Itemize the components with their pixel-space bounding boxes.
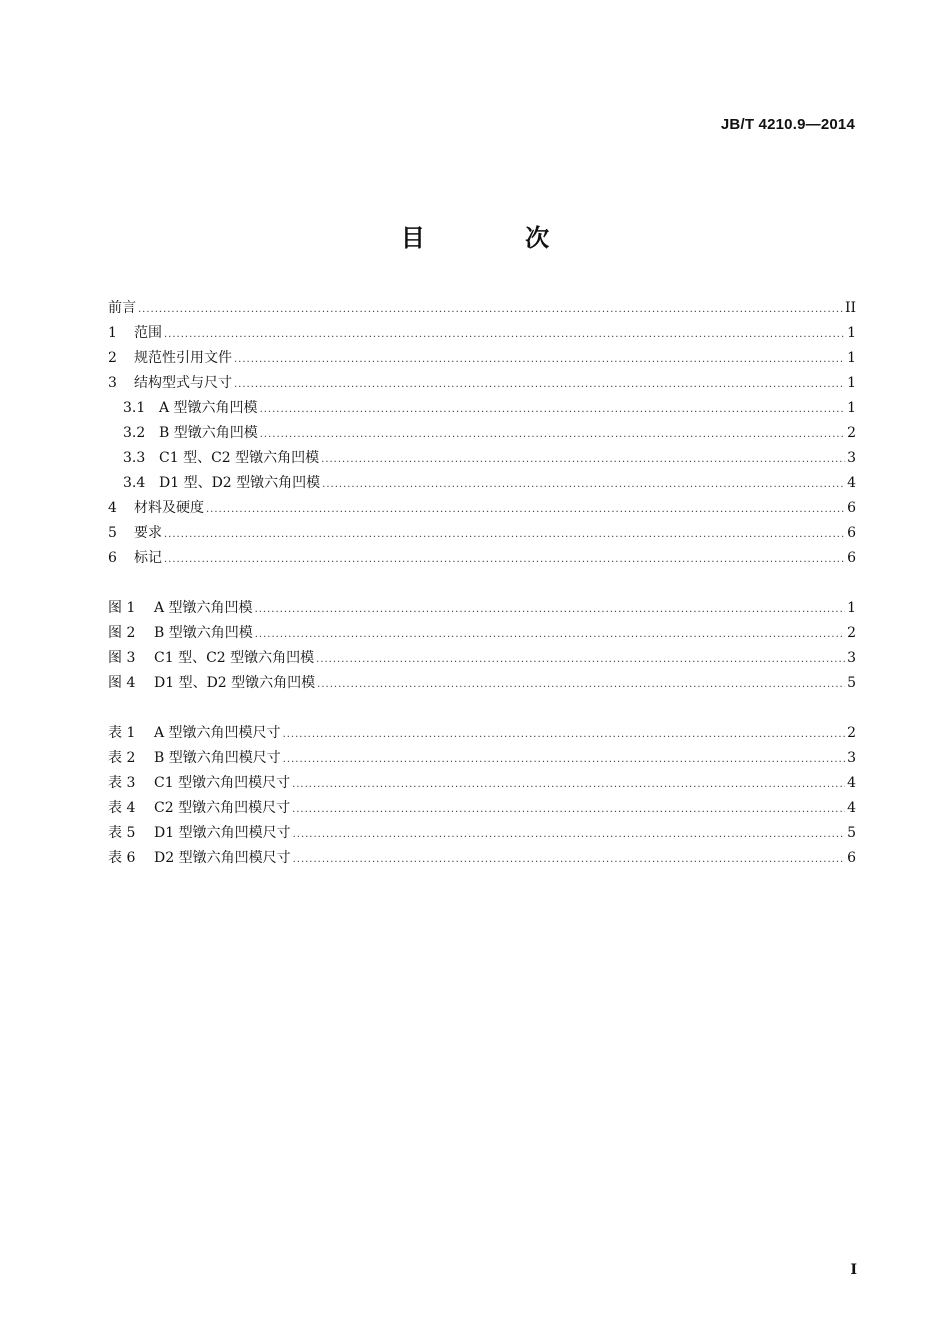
toc-entry-label: B 型镦六角凹模 (154, 625, 253, 641)
toc-tables (108, 721, 856, 871)
toc-entry[interactable] (108, 296, 856, 321)
toc-entry-label: A 型镦六角凹模尺寸 (154, 725, 281, 741)
toc-figures (108, 596, 856, 696)
toc-entry-number: 6 (108, 550, 117, 566)
toc-leader-dots (321, 447, 845, 472)
toc-contents (108, 296, 856, 571)
toc-entry-page: 1 (847, 375, 856, 391)
toc-leader-dots (164, 322, 845, 347)
toc-leader-dots (283, 722, 846, 747)
toc-entry-page: II (844, 300, 856, 316)
toc-entry-page: 4 (847, 800, 856, 816)
table-entry[interactable] (108, 846, 856, 871)
toc-entry-label: D1 型、D2 型镦六角凹模 (154, 675, 316, 691)
page-number: I (850, 1262, 857, 1278)
toc-leader-dots (292, 772, 845, 797)
toc-entry-number: 表 2 (108, 750, 136, 766)
figure-entry[interactable] (108, 671, 856, 696)
toc-entry-page: 6 (847, 525, 856, 541)
toc-entry-label: D1 型镦六角凹模尺寸 (154, 825, 291, 841)
toc-entry[interactable] (108, 396, 856, 421)
toc-entry-label: C1 型镦六角凹模尺寸 (154, 775, 291, 791)
toc-leader-dots (255, 622, 845, 647)
toc-entry-number: 表 1 (108, 725, 136, 741)
toc-entry-page: 5 (847, 675, 856, 691)
toc-entry-page: 3 (847, 650, 856, 666)
toc-entry-page: 6 (847, 550, 856, 566)
toc-entry-number: 表 3 (108, 775, 136, 791)
toc-entry-page: 3 (847, 450, 856, 466)
toc-entry-page: 4 (847, 775, 856, 791)
table-entry[interactable] (108, 721, 856, 746)
toc-entry-number: 图 1 (108, 600, 136, 616)
toc-entry-label: 要求 (134, 525, 162, 541)
standard-code: JB/T 4210.9—2014 (720, 116, 855, 133)
toc-entry-label: D2 型镦六角凹模尺寸 (154, 850, 291, 866)
toc-entry-number: 3 (108, 375, 117, 391)
toc-entry-page: 1 (847, 325, 856, 341)
table-entry[interactable] (108, 821, 856, 846)
toc-entry-number: 图 3 (108, 650, 136, 666)
toc-entry-number: 表 6 (108, 850, 136, 866)
toc-entry[interactable] (108, 421, 856, 446)
toc-entry-label: A 型镦六角凹模 (154, 600, 253, 616)
toc-entry-number: 图 2 (108, 625, 136, 641)
toc-entry[interactable] (108, 546, 856, 571)
toc-entry-label: B 型镦六角凹模 (159, 425, 258, 441)
page-title: 目 次 (400, 224, 596, 252)
toc-entry-label: 结构型式与尺寸 (134, 375, 232, 391)
toc-entry[interactable] (108, 496, 856, 521)
figure-entry[interactable] (108, 596, 856, 621)
toc-leader-dots (260, 397, 846, 422)
toc-entry-page: 2 (847, 425, 856, 441)
toc-entry-number: 1 (108, 325, 117, 341)
toc-entry-page: 4 (847, 475, 856, 491)
toc-entry-number: 3.2 (123, 425, 146, 441)
figure-entry[interactable] (108, 621, 856, 646)
toc-entry[interactable] (108, 521, 856, 546)
toc-entry-label: C2 型镦六角凹模尺寸 (154, 800, 291, 816)
toc-entry-number: 图 4 (108, 675, 136, 691)
toc-leader-dots (164, 522, 845, 547)
toc-entry-page: 1 (847, 350, 856, 366)
toc-leader-dots (283, 747, 845, 772)
toc-leader-dots (322, 472, 845, 497)
toc-leader-dots (316, 647, 845, 672)
toc-entry-label: B 型镦六角凹模尺寸 (154, 750, 281, 766)
toc-entry[interactable] (108, 321, 856, 346)
toc-entry-number: 2 (108, 350, 117, 366)
toc-entry-page: 1 (847, 600, 856, 616)
toc-entry-page: 2 (847, 625, 856, 641)
toc-leader-dots (234, 372, 845, 397)
toc-entry-label: D1 型、D2 型镦六角凹模 (159, 475, 321, 491)
toc-entry-number: 4 (108, 500, 117, 516)
toc-entry-page: 6 (847, 500, 856, 516)
toc-leader-dots (293, 847, 845, 872)
toc-entry[interactable] (108, 346, 856, 371)
toc-leader-dots (206, 497, 845, 522)
toc-entry-page: 3 (847, 750, 856, 766)
toc-entry-label: 前言 (108, 300, 136, 316)
toc-entry-label: C1 型、C2 型镦六角凹模 (154, 650, 315, 666)
toc-leader-dots (317, 672, 845, 697)
toc-entry-number: 5 (108, 525, 117, 541)
toc-leader-dots (292, 797, 845, 822)
toc-leader-dots (138, 297, 843, 322)
toc-entry-label: 规范性引用文件 (134, 350, 232, 366)
table-entry[interactable] (108, 746, 856, 771)
toc-entry-page: 6 (847, 850, 856, 866)
toc-entry-label: A 型镦六角凹模 (159, 400, 258, 416)
toc-entry[interactable] (108, 471, 856, 496)
table-entry[interactable] (108, 771, 856, 796)
toc-entry-label: 标记 (134, 550, 162, 566)
toc-entry-number: 表 5 (108, 825, 136, 841)
toc-entry-label: C1 型、C2 型镦六角凹模 (159, 450, 320, 466)
toc-entry-page: 5 (847, 825, 856, 841)
toc-entry-page: 1 (847, 400, 856, 416)
toc-leader-dots (234, 347, 845, 372)
toc-leader-dots (255, 597, 846, 622)
toc-entry-number: 3.1 (123, 400, 146, 416)
toc-entry-number: 3.3 (123, 450, 146, 466)
toc-entry-page: 2 (847, 725, 856, 741)
toc-entry-number: 表 4 (108, 800, 136, 816)
toc-entry[interactable] (108, 446, 856, 471)
toc-leader-dots (164, 547, 845, 572)
toc-entry-label: 材料及硬度 (134, 500, 204, 516)
toc-leader-dots (293, 822, 845, 847)
table-entry[interactable] (108, 796, 856, 821)
toc-entry-label: 范围 (134, 325, 162, 341)
toc-entry-number: 3.4 (123, 475, 146, 491)
figure-entry[interactable] (108, 646, 856, 671)
toc-leader-dots (260, 422, 845, 447)
toc-entry[interactable] (108, 371, 856, 396)
